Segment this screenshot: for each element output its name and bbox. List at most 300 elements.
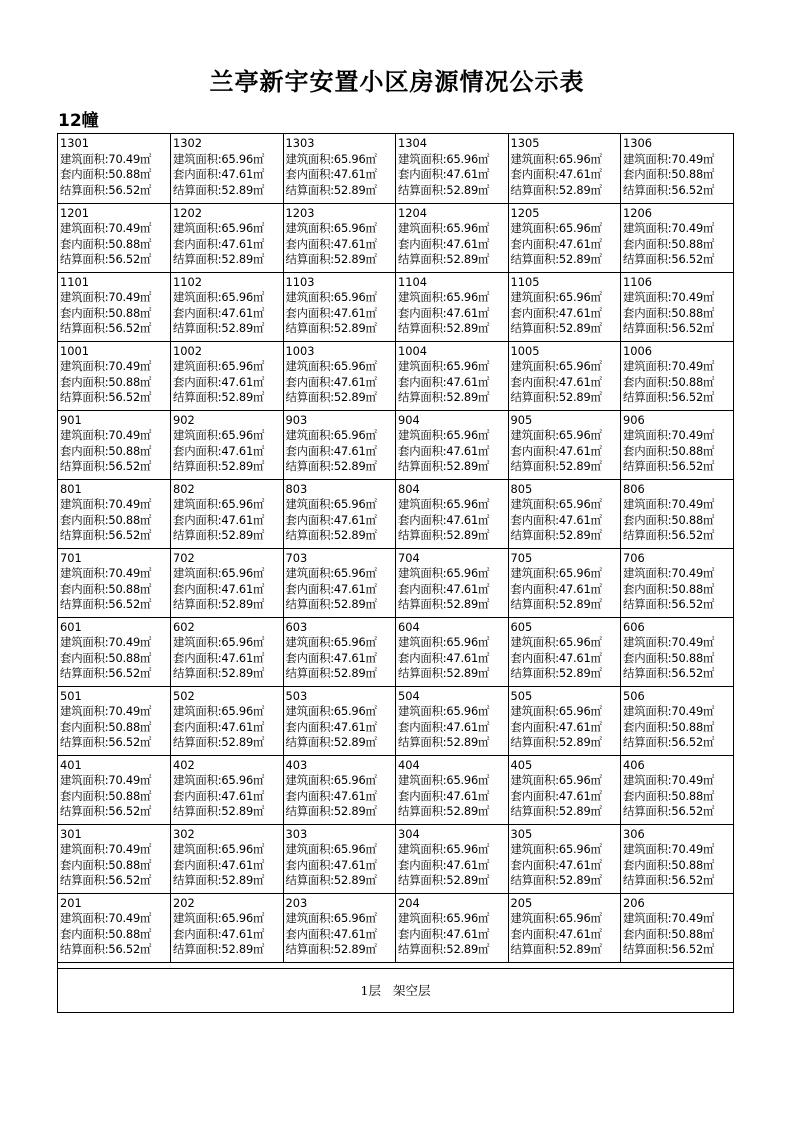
building-area: 建筑面积:65.96㎡ [510, 704, 602, 719]
unit-number: 1001 [60, 343, 89, 358]
building-area: 建筑面积:65.96㎡ [173, 290, 265, 305]
building-area: 建筑面积:70.49㎡ [60, 428, 152, 443]
unit-cell [171, 548, 284, 617]
unit-cell [508, 341, 621, 410]
unit-number: 1203 [285, 205, 315, 220]
interior-area: 套内面积:47.61㎡ [285, 650, 377, 665]
interior-area: 套内面积:50.88㎡ [623, 788, 715, 803]
settlement-area: 结算面积:52.89㎡ [173, 528, 265, 543]
unit-number: 1204 [398, 205, 427, 220]
unit-number: 705 [510, 550, 533, 565]
settlement-area: 结算面积:56.52㎡ [60, 528, 152, 543]
building-area: 建筑面积:65.96㎡ [285, 221, 377, 236]
interior-area: 套内面积:47.61㎡ [285, 305, 377, 320]
unit-cell [508, 893, 621, 962]
unit-cell [508, 686, 621, 755]
unit-number: 305 [510, 826, 533, 841]
interior-area: 套内面积:50.88㎡ [60, 650, 152, 665]
unit-cell [283, 824, 396, 893]
interior-area: 套内面积:47.61㎡ [398, 581, 490, 596]
unit-cell [396, 410, 509, 479]
unit-cell [58, 617, 171, 686]
floor-row [58, 548, 733, 617]
interior-area: 套内面积:50.88㎡ [60, 857, 152, 872]
unit-number: 1201 [60, 205, 89, 220]
floor-row [58, 893, 733, 962]
unit-cell [508, 824, 621, 893]
building-area: 建筑面积:65.96㎡ [398, 497, 490, 512]
unit-cell [396, 755, 509, 824]
building-area: 建筑面积:65.96㎡ [173, 773, 265, 788]
unit-cell [283, 479, 396, 548]
settlement-area: 结算面积:52.89㎡ [285, 735, 377, 750]
settlement-area: 结算面积:52.89㎡ [173, 873, 265, 888]
settlement-area: 结算面积:52.89㎡ [173, 182, 265, 197]
settlement-area: 结算面积:56.52㎡ [623, 597, 715, 612]
unit-number: 303 [285, 826, 308, 841]
unit-cell [171, 134, 284, 203]
settlement-area: 结算面积:52.89㎡ [510, 735, 602, 750]
interior-area: 套内面积:47.61㎡ [510, 788, 602, 803]
settlement-area: 结算面积:52.89㎡ [510, 942, 602, 957]
settlement-area: 结算面积:52.89㎡ [285, 666, 377, 681]
unit-cell [621, 341, 734, 410]
ground-floor-number: 1层 [360, 983, 381, 998]
unit-number: 1003 [285, 343, 315, 358]
settlement-area: 结算面积:52.89㎡ [285, 528, 377, 543]
interior-area: 套内面积:47.61㎡ [285, 788, 377, 803]
building-area: 建筑面积:65.96㎡ [398, 773, 490, 788]
unit-table [58, 134, 733, 963]
building-area: 建筑面积:70.49㎡ [60, 635, 152, 650]
building-area: 建筑面积:65.96㎡ [510, 151, 602, 166]
unit-cell [396, 341, 509, 410]
building-area: 建筑面积:70.49㎡ [60, 290, 152, 305]
unit-number: 605 [510, 619, 533, 634]
unit-cell [58, 548, 171, 617]
settlement-area: 结算面积:56.52㎡ [623, 321, 715, 336]
interior-area: 套内面积:47.61㎡ [510, 167, 602, 182]
building-area: 建筑面积:65.96㎡ [285, 359, 377, 374]
settlement-area: 结算面积:52.89㎡ [398, 942, 490, 957]
unit-number: 203 [285, 895, 308, 910]
interior-area: 套内面积:47.61㎡ [285, 167, 377, 182]
interior-area: 套内面积:50.88㎡ [60, 305, 152, 320]
unit-cell [283, 893, 396, 962]
settlement-area: 结算面积:52.89㎡ [398, 666, 490, 681]
unit-cell [171, 341, 284, 410]
interior-area: 套内面积:47.61㎡ [173, 167, 265, 182]
settlement-area: 结算面积:52.89㎡ [398, 597, 490, 612]
unit-number: 706 [623, 550, 645, 565]
building-area: 建筑面积:65.96㎡ [173, 359, 265, 374]
unit-cell [508, 410, 621, 479]
settlement-area: 结算面积:56.52㎡ [623, 182, 715, 197]
floor-row [58, 479, 733, 548]
settlement-area: 结算面积:52.89㎡ [510, 528, 602, 543]
settlement-area: 结算面积:56.52㎡ [623, 942, 715, 957]
unit-number: 1005 [510, 343, 540, 358]
unit-number: 1202 [173, 205, 202, 220]
unit-number: 406 [623, 757, 645, 772]
interior-area: 套内面积:50.88㎡ [623, 512, 715, 527]
ground-floor-label: 架空层 [392, 983, 431, 998]
interior-area: 套内面积:47.61㎡ [173, 581, 265, 596]
building-area: 建筑面积:70.49㎡ [623, 221, 715, 236]
interior-area: 套内面积:50.88㎡ [623, 719, 715, 734]
settlement-area: 结算面积:52.89㎡ [510, 459, 602, 474]
unit-number: 1006 [623, 343, 652, 358]
interior-area: 套内面积:47.61㎡ [173, 857, 265, 872]
building-area: 建筑面积:65.96㎡ [510, 842, 602, 857]
settlement-area: 结算面积:52.89㎡ [398, 321, 490, 336]
interior-area: 套内面积:50.88㎡ [60, 236, 152, 251]
unit-number: 1304 [398, 136, 427, 150]
unit-number: 1002 [173, 343, 202, 358]
floor-row [58, 686, 733, 755]
unit-cell [396, 548, 509, 617]
unit-cell [58, 341, 171, 410]
settlement-area: 结算面积:56.52㎡ [623, 528, 715, 543]
unit-number: 1303 [285, 136, 315, 150]
building-area: 建筑面积:70.49㎡ [623, 911, 715, 926]
unit-number: 703 [285, 550, 308, 565]
unit-cell [171, 410, 284, 479]
unit-number: 801 [60, 481, 82, 496]
building-area: 建筑面积:65.96㎡ [173, 428, 265, 443]
unit-number: 1105 [510, 274, 540, 289]
building-area: 建筑面积:70.49㎡ [60, 842, 152, 857]
building-area: 建筑面积:65.96㎡ [285, 773, 377, 788]
building-area: 建筑面积:65.96㎡ [398, 566, 490, 581]
interior-area: 套内面积:50.88㎡ [60, 581, 152, 596]
building-area: 建筑面积:65.96㎡ [173, 635, 265, 650]
settlement-area: 结算面积:52.89㎡ [173, 804, 265, 819]
interior-area: 套内面积:47.61㎡ [173, 788, 265, 803]
building-area: 建筑面积:70.49㎡ [60, 151, 152, 166]
settlement-area: 结算面积:52.89㎡ [398, 390, 490, 405]
unit-cell [58, 410, 171, 479]
unit-number: 503 [285, 688, 308, 703]
unit-cell [396, 272, 509, 341]
unit-cell [283, 617, 396, 686]
interior-area: 套内面积:47.61㎡ [173, 650, 265, 665]
interior-area: 套内面积:50.88㎡ [623, 443, 715, 458]
unit-cell [396, 203, 509, 272]
interior-area: 套内面积:47.61㎡ [285, 236, 377, 251]
unit-cell [283, 341, 396, 410]
interior-area: 套内面积:47.61㎡ [398, 650, 490, 665]
unit-number: 202 [173, 895, 195, 910]
settlement-area: 结算面积:52.89㎡ [173, 252, 265, 267]
unit-cell [171, 617, 284, 686]
interior-area: 套内面积:47.61㎡ [173, 374, 265, 389]
interior-area: 套内面积:47.61㎡ [285, 581, 377, 596]
building-area: 建筑面积:70.49㎡ [60, 566, 152, 581]
settlement-area: 结算面积:56.52㎡ [60, 252, 152, 267]
unit-cell [621, 617, 734, 686]
building-area: 建筑面积:65.96㎡ [398, 635, 490, 650]
building-area: 建筑面积:65.96㎡ [398, 359, 490, 374]
unit-cell [621, 824, 734, 893]
settlement-area: 结算面积:56.52㎡ [623, 804, 715, 819]
unit-number: 803 [285, 481, 308, 496]
building-area: 建筑面积:65.96㎡ [285, 497, 377, 512]
interior-area: 套内面积:47.61㎡ [398, 512, 490, 527]
building-area: 建筑面积:70.49㎡ [623, 566, 715, 581]
building-area: 建筑面积:70.49㎡ [623, 359, 715, 374]
unit-cell [621, 893, 734, 962]
settlement-area: 结算面积:52.89㎡ [173, 459, 265, 474]
building-area: 建筑面积:65.96㎡ [285, 428, 377, 443]
building-area: 建筑面积:70.49㎡ [60, 497, 152, 512]
unit-number: 902 [173, 412, 195, 427]
settlement-area: 结算面积:52.89㎡ [510, 666, 602, 681]
unit-cell [283, 410, 396, 479]
unit-number: 1103 [285, 274, 315, 289]
unit-number: 603 [285, 619, 308, 634]
unit-number: 502 [173, 688, 195, 703]
settlement-area: 结算面积:52.89㎡ [285, 873, 377, 888]
settlement-area: 结算面积:52.89㎡ [398, 252, 490, 267]
unit-cell [58, 134, 171, 203]
unit-number: 301 [60, 826, 82, 841]
unit-number: 1102 [173, 274, 202, 289]
unit-number: 304 [398, 826, 420, 841]
building-area: 建筑面积:65.96㎡ [173, 842, 265, 857]
floor-row [58, 134, 733, 203]
unit-cell [621, 479, 734, 548]
settlement-area: 结算面积:52.89㎡ [285, 804, 377, 819]
unit-number: 405 [510, 757, 533, 772]
building-area: 建筑面积:65.96㎡ [398, 428, 490, 443]
unit-number: 604 [398, 619, 420, 634]
unit-number: 601 [60, 619, 82, 634]
unit-number: 1205 [510, 205, 540, 220]
unit-number: 1302 [173, 136, 202, 150]
interior-area: 套内面积:47.61㎡ [398, 305, 490, 320]
unit-number: 606 [623, 619, 645, 634]
settlement-area: 结算面积:56.52㎡ [60, 321, 152, 336]
interior-area: 套内面积:47.61㎡ [285, 857, 377, 872]
settlement-area: 结算面积:56.52㎡ [60, 873, 152, 888]
interior-area: 套内面积:47.61㎡ [510, 719, 602, 734]
interior-area: 套内面积:47.61㎡ [510, 374, 602, 389]
interior-area: 套内面积:47.61㎡ [398, 857, 490, 872]
unit-cell [58, 893, 171, 962]
building-area: 建筑面积:70.49㎡ [623, 428, 715, 443]
settlement-area: 结算面积:52.89㎡ [173, 321, 265, 336]
unit-cell [508, 617, 621, 686]
unit-cell [171, 203, 284, 272]
settlement-area: 结算面积:56.52㎡ [60, 735, 152, 750]
building-area: 建筑面积:65.96㎡ [510, 359, 602, 374]
interior-area: 套内面积:50.88㎡ [60, 512, 152, 527]
unit-number: 1004 [398, 343, 427, 358]
interior-area: 套内面积:50.88㎡ [60, 719, 152, 734]
unit-number: 504 [398, 688, 420, 703]
interior-area: 套内面积:47.61㎡ [173, 512, 265, 527]
unit-cell [171, 824, 284, 893]
unit-number: 1101 [60, 274, 89, 289]
unit-number: 903 [285, 412, 308, 427]
unit-number: 702 [173, 550, 195, 565]
unit-number: 204 [398, 895, 420, 910]
unit-cell [621, 410, 734, 479]
settlement-area: 结算面积:52.89㎡ [398, 735, 490, 750]
settlement-area: 结算面积:52.89㎡ [398, 459, 490, 474]
unit-cell [58, 686, 171, 755]
building-area: 建筑面积:70.49㎡ [60, 359, 152, 374]
unit-number: 904 [398, 412, 420, 427]
settlement-area: 结算面积:56.52㎡ [60, 390, 152, 405]
interior-area: 套内面积:47.61㎡ [285, 374, 377, 389]
interior-area: 套内面积:50.88㎡ [623, 857, 715, 872]
interior-area: 套内面积:47.61㎡ [398, 167, 490, 182]
settlement-area: 结算面积:52.89㎡ [285, 459, 377, 474]
interior-area: 套内面积:47.61㎡ [285, 926, 377, 941]
unit-cell [508, 203, 621, 272]
interior-area: 套内面积:47.61㎡ [173, 926, 265, 941]
unit-number: 905 [510, 412, 533, 427]
settlement-area: 结算面积:52.89㎡ [398, 873, 490, 888]
unit-number: 206 [623, 895, 645, 910]
unit-number: 901 [60, 412, 82, 427]
building-area: 建筑面积:65.96㎡ [173, 221, 265, 236]
interior-area: 套内面积:50.88㎡ [60, 926, 152, 941]
building-area: 建筑面积:70.49㎡ [60, 221, 152, 236]
unit-cell [171, 893, 284, 962]
settlement-area: 结算面积:52.89㎡ [398, 804, 490, 819]
interior-area: 套内面积:50.88㎡ [60, 443, 152, 458]
building-area: 建筑面积:70.49㎡ [623, 773, 715, 788]
unit-number: 506 [623, 688, 645, 703]
building-area: 建筑面积:70.49㎡ [60, 911, 152, 926]
unit-number: 805 [510, 481, 533, 496]
settlement-area: 结算面积:52.89㎡ [510, 804, 602, 819]
building-area: 建筑面积:65.96㎡ [173, 704, 265, 719]
interior-area: 套内面积:47.61㎡ [398, 788, 490, 803]
interior-area: 套内面积:47.61㎡ [510, 512, 602, 527]
settlement-area: 结算面积:56.52㎡ [60, 804, 152, 819]
building-area: 建筑面积:65.96㎡ [285, 704, 377, 719]
unit-number: 1301 [60, 136, 89, 150]
building-area: 建筑面积:65.96㎡ [285, 151, 377, 166]
unit-number: 201 [60, 895, 82, 910]
building-area: 建筑面积:65.96㎡ [398, 290, 490, 305]
interior-area: 套内面积:47.61㎡ [173, 305, 265, 320]
interior-area: 套内面积:50.88㎡ [60, 374, 152, 389]
settlement-area: 结算面积:56.52㎡ [623, 252, 715, 267]
building-area: 建筑面积:65.96㎡ [285, 566, 377, 581]
unit-number: 804 [398, 481, 420, 496]
unit-cell [283, 134, 396, 203]
settlement-area: 结算面积:56.52㎡ [623, 873, 715, 888]
unit-cell [621, 203, 734, 272]
settlement-area: 结算面积:52.89㎡ [173, 597, 265, 612]
building-area: 建筑面积:65.96㎡ [398, 151, 490, 166]
interior-area: 套内面积:47.61㎡ [398, 443, 490, 458]
unit-number: 701 [60, 550, 82, 565]
unit-cell [283, 755, 396, 824]
settlement-area: 结算面积:56.52㎡ [60, 597, 152, 612]
building-area: 建筑面积:65.96㎡ [510, 566, 602, 581]
settlement-area: 结算面积:56.52㎡ [60, 459, 152, 474]
unit-number: 602 [173, 619, 195, 634]
settlement-area: 结算面积:52.89㎡ [285, 597, 377, 612]
unit-number: 501 [60, 688, 82, 703]
building-area: 建筑面积:65.96㎡ [285, 290, 377, 305]
unit-number: 802 [173, 481, 195, 496]
interior-area: 套内面积:47.61㎡ [285, 512, 377, 527]
interior-area: 套内面积:50.88㎡ [623, 581, 715, 596]
interior-area: 套内面积:47.61㎡ [173, 236, 265, 251]
unit-number: 401 [60, 757, 82, 772]
settlement-area: 结算面积:52.89㎡ [398, 182, 490, 197]
interior-area: 套内面积:50.88㎡ [60, 788, 152, 803]
floor-row [58, 203, 733, 272]
unit-cell [58, 824, 171, 893]
unit-cell [171, 479, 284, 548]
unit-number: 205 [510, 895, 533, 910]
unit-cell [396, 824, 509, 893]
settlement-area: 结算面积:56.52㎡ [623, 459, 715, 474]
settlement-area: 结算面积:52.89㎡ [285, 321, 377, 336]
floor-row [58, 617, 733, 686]
interior-area: 套内面积:47.61㎡ [510, 650, 602, 665]
floor-row [58, 824, 733, 893]
interior-area: 套内面积:47.61㎡ [510, 236, 602, 251]
floor-row [58, 755, 733, 824]
unit-number: 403 [285, 757, 308, 772]
unit-cell [283, 203, 396, 272]
unit-cell [508, 755, 621, 824]
settlement-area: 结算面积:52.89㎡ [285, 182, 377, 197]
interior-area: 套内面积:47.61㎡ [173, 719, 265, 734]
interior-area: 套内面积:47.61㎡ [398, 926, 490, 941]
building-area: 建筑面积:65.96㎡ [173, 911, 265, 926]
unit-cell [621, 272, 734, 341]
floor-row [58, 410, 733, 479]
unit-number: 404 [398, 757, 420, 772]
unit-number: 806 [623, 481, 645, 496]
settlement-area: 结算面积:52.89㎡ [285, 390, 377, 405]
settlement-area: 结算面积:56.52㎡ [60, 942, 152, 957]
interior-area: 套内面积:50.88㎡ [623, 167, 715, 182]
unit-cell [508, 272, 621, 341]
building-area: 建筑面积:65.96㎡ [510, 497, 602, 512]
unit-cell [508, 548, 621, 617]
interior-area: 套内面积:50.88㎡ [623, 305, 715, 320]
building-area: 建筑面积:65.96㎡ [173, 566, 265, 581]
floor-row [58, 341, 733, 410]
building-label: 12幢 [58, 111, 99, 131]
building-area: 建筑面积:65.96㎡ [510, 773, 602, 788]
settlement-area: 结算面积:56.52㎡ [60, 182, 152, 197]
interior-area: 套内面积:47.61㎡ [510, 581, 602, 596]
building-area: 建筑面积:65.96㎡ [510, 428, 602, 443]
settlement-area: 结算面积:56.52㎡ [623, 390, 715, 405]
settlement-area: 结算面积:52.89㎡ [510, 252, 602, 267]
building-area: 建筑面积:65.96㎡ [285, 842, 377, 857]
building-area: 建筑面积:70.49㎡ [623, 704, 715, 719]
interior-area: 套内面积:47.61㎡ [510, 857, 602, 872]
interior-area: 套内面积:47.61㎡ [285, 443, 377, 458]
settlement-area: 结算面积:56.52㎡ [623, 735, 715, 750]
building-area: 建筑面积:70.49㎡ [623, 151, 715, 166]
interior-area: 套内面积:47.61㎡ [398, 236, 490, 251]
unit-cell [396, 134, 509, 203]
